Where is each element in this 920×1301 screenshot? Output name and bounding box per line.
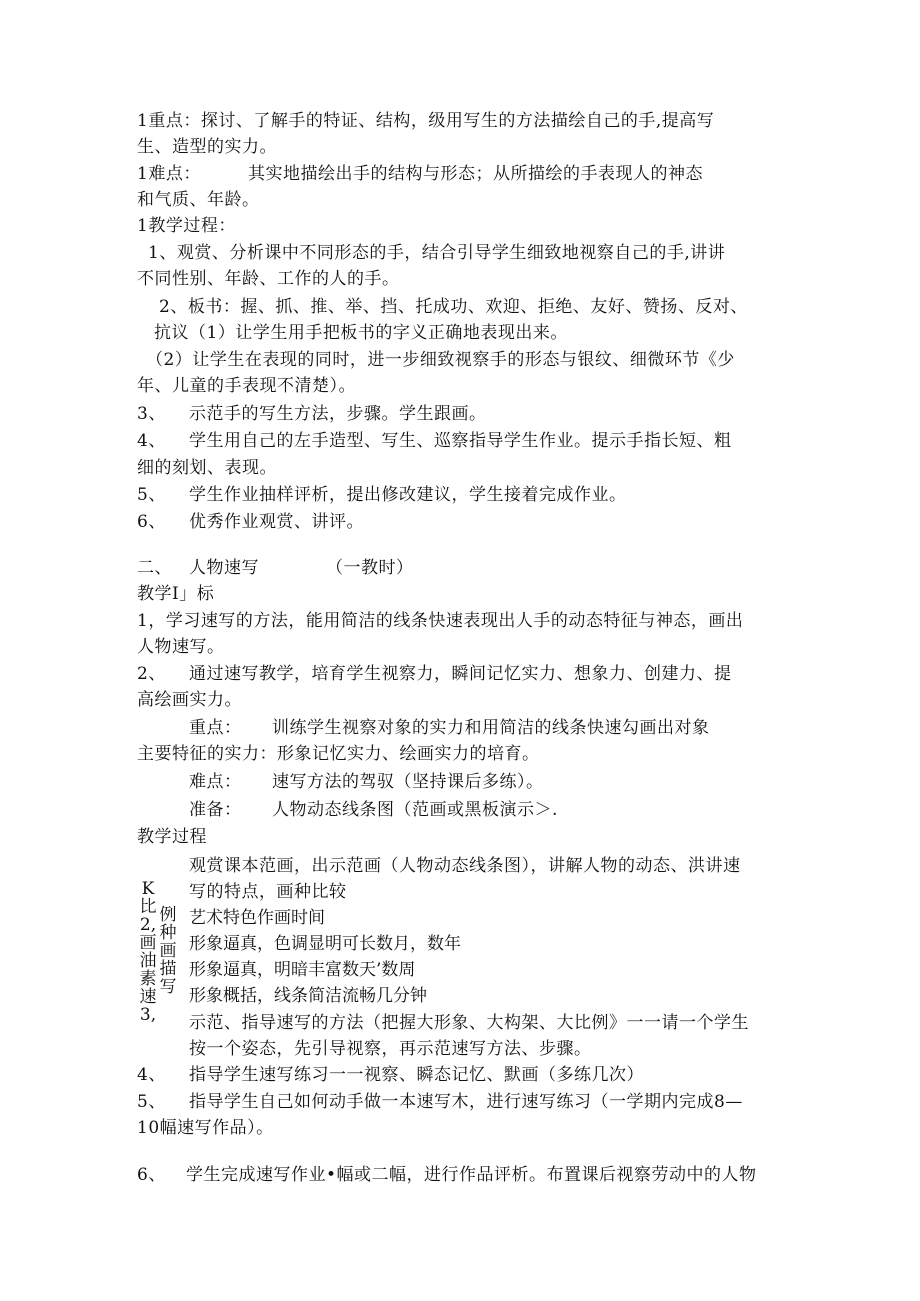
goal-2-number: 2、 bbox=[137, 664, 166, 684]
section-2-number: 二、 bbox=[137, 558, 172, 578]
side-column-right: 例种画描写 bbox=[159, 905, 177, 997]
process-item-4-line-2: 细的刻划、表现。 bbox=[137, 458, 277, 478]
difficulty-label-2: 难点： bbox=[189, 772, 242, 792]
section-2-note: （一教时） bbox=[326, 558, 414, 578]
difficulty-label: 1难点： bbox=[137, 164, 201, 184]
goal-2-line-1: 通过速写教学，培育学生视察力，瞬间记忆实力、想象力、创建力、提 bbox=[189, 664, 732, 684]
process-item-5-number: 5、 bbox=[137, 485, 166, 505]
difficulty-line-2: 和气质、年龄。 bbox=[137, 190, 260, 210]
goal-1-line-1: 1，学习速写的方法，能用简洁的线条快速表现出人手的动态特征与神态，画出 bbox=[137, 611, 744, 631]
step-5-line-1: 指导学生自己如何动手做一本速写木，进行速写练习（一学期内完成8— bbox=[189, 1092, 743, 1112]
process-item-1-line-1: 1、观赏、分析课中不同形态的手，结合引导学生细致地视察自己的手,讲讲 bbox=[148, 243, 726, 263]
key-point-text-2-line-2: 主要特征的实力：形象记忆实力、绘画实力的培育。 bbox=[137, 744, 540, 764]
step-5-line-2: 10幅速写作品）。 bbox=[137, 1118, 274, 1138]
step-4-number: 4、 bbox=[137, 1065, 166, 1085]
process-item-4-number: 4、 bbox=[137, 431, 166, 451]
side-column-left: K比2,画油素速3, bbox=[139, 879, 157, 1025]
process-title-2: 教学过程 bbox=[137, 827, 207, 847]
compare-row-speed: 形象概括，线条简洁流畅几分钟 bbox=[189, 986, 427, 1006]
process-item-6-number: 6、 bbox=[137, 512, 166, 532]
difficulty-text-2: 速写方法的驾驭（坚持课后多练）。 bbox=[272, 772, 544, 792]
process-item-2-line-3: （2）让学生在表现的同时，进一步细致视察手的形态与银纹、细微环节《少 bbox=[146, 350, 735, 370]
step-4-text: 指导学生速写练习一一视察、瞬态记忆、默画（多练几次） bbox=[189, 1065, 644, 1085]
step-3-line-1: 示范、指导速写的方法（把握大形象、大构架、大比例》一一请一个学生 bbox=[189, 1013, 749, 1033]
compare-row-oil: 形象逼真，色调显明可长数月，数年 bbox=[189, 934, 461, 954]
step-6-number: 6、 bbox=[137, 1165, 166, 1185]
step-1-line-1: 观赏课本范画，出示范画（人物动态线条图），讲解人物的动态、洪讲速 bbox=[189, 856, 741, 876]
process-item-2-line-1: 2、板书：握、抓、推、举、挡、托成功、欢迎、拒绝、友好、赞扬、反对、 bbox=[159, 297, 748, 317]
step-1-line-2: 写的特点，画种比较 bbox=[189, 882, 347, 902]
process-title-1: 1教学过程： bbox=[137, 216, 236, 236]
process-item-3-text: 示范手的写生方法，步骤。学生跟画。 bbox=[189, 404, 487, 424]
key-point-text-2-line-1: 训练学生视察对象的实力和用简洁的线条快速勾画出对象 bbox=[272, 718, 710, 738]
difficulty-line-1: 其实地描绘出手的结构与形态；从所描绘的手表现人的神态 bbox=[248, 164, 703, 184]
process-item-5-text: 学生作业抽样评析，提出修改建议，学生接着完成作业。 bbox=[189, 485, 627, 505]
process-item-3-number: 3、 bbox=[137, 404, 166, 424]
preparation-text: 人物动态线条图（范画或黑板演示＞. bbox=[272, 800, 558, 820]
process-item-2-line-4: 年、儿童的手表现不清楚）。 bbox=[137, 376, 356, 396]
section-2-title: 人物速写 bbox=[189, 558, 259, 578]
compare-header: 艺术特色作画时间 bbox=[189, 908, 325, 928]
key-point-line-1: 1重点：探讨、了解手的特证、结构，级用写生的方法描绘自己的手,提高写 bbox=[137, 111, 715, 131]
goal-1-line-2: 人物速写。 bbox=[137, 637, 225, 657]
goal-2-line-2: 高绘画实力。 bbox=[137, 690, 242, 710]
process-item-4-line-1: 学生用自己的左手造型、写生、巡察指导学生作业。提示手指长短、粗 bbox=[189, 431, 732, 451]
key-point-line-2: 生、造型的实力。 bbox=[137, 137, 277, 157]
process-item-2-line-2: 抗议（1）让学生用手把板书的字义正确地表现出来。 bbox=[154, 323, 568, 343]
process-item-6-text: 优秀作业观赏、讲评。 bbox=[189, 512, 364, 532]
compare-row-sketch: 形象逼真，明暗丰富数天’数周 bbox=[189, 960, 416, 980]
process-item-1-line-2: 不同性别、年龄、工作的人的手。 bbox=[137, 269, 400, 289]
key-point-label-2: 重点： bbox=[189, 718, 242, 738]
step-3-line-2: 按一个姿态，先引导视察，再示范速写方法、步骤。 bbox=[189, 1039, 592, 1059]
preparation-label: 准备： bbox=[189, 800, 242, 820]
teaching-goal-title: 教学I」标 bbox=[137, 584, 215, 604]
step-5-number: 5、 bbox=[137, 1092, 166, 1112]
step-6-text: 学生完成速写作业•幅或二幅，进行作品评析。布置课后视察劳动中的人物 bbox=[186, 1165, 757, 1185]
